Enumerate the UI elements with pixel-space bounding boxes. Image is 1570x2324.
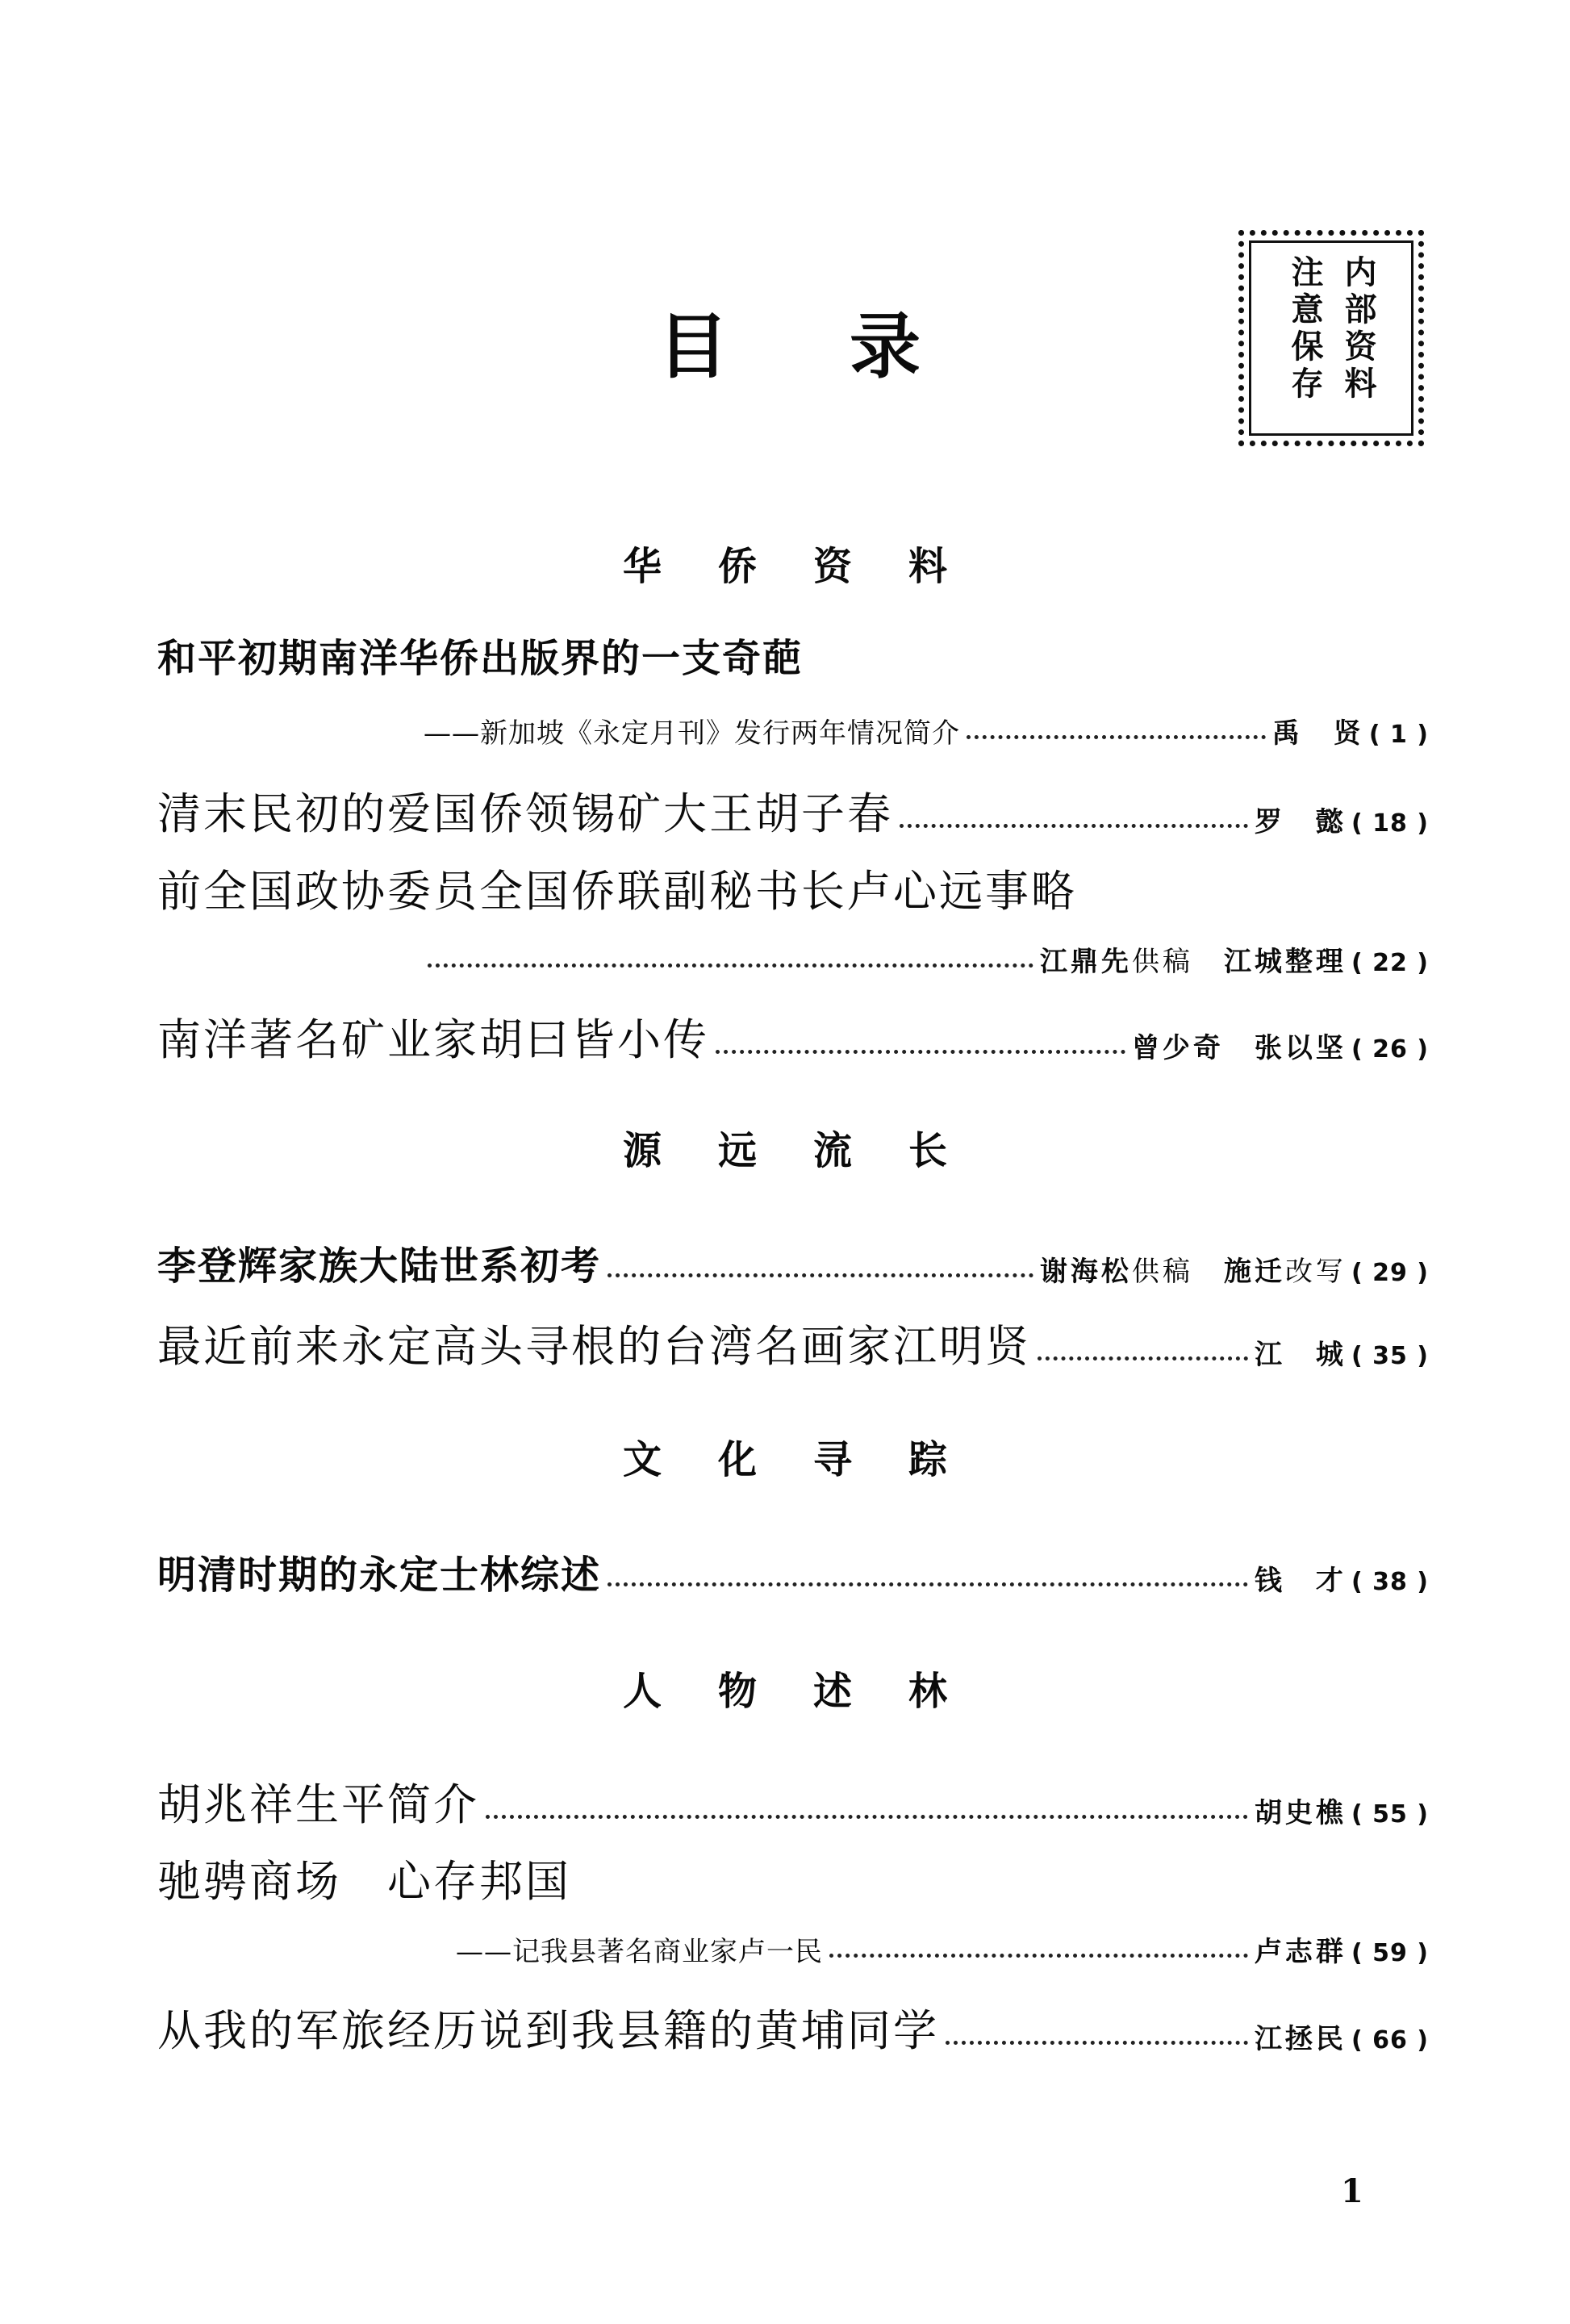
leader-dots xyxy=(428,963,1033,968)
entry-author: 钱 才 xyxy=(1254,1565,1347,1597)
toc-entry[interactable] xyxy=(157,866,1429,917)
entry-title: 李登辉家族大陆世系初考 xyxy=(157,1244,602,1289)
entry-author: 卢志群 xyxy=(1254,1936,1347,1968)
toc-entry[interactable] xyxy=(157,2005,1429,2056)
stamp-text-left: 注意保存 xyxy=(1286,255,1323,403)
entry-author: 胡史樵 xyxy=(1254,1797,1347,1829)
entry-title: 从我的军旅经历说到我县籍的黄埔同学 xyxy=(157,2005,939,2056)
entry-title: 南洋著名矿业家胡曰皆小传 xyxy=(157,1014,709,1065)
entry-title: 驰骋商场 心存邦国 xyxy=(157,1856,571,1907)
entry-author: 江鼎先供稿 江城整理 xyxy=(1039,946,1347,978)
toc-entry[interactable] xyxy=(157,1553,1429,1598)
toc-entry[interactable] xyxy=(424,717,1429,750)
section-heading: 人物述林 xyxy=(622,1669,1004,1714)
entry-page: ( 55 ) xyxy=(1351,1800,1429,1829)
entry-title: 胡兆祥生平简介 xyxy=(157,1779,479,1830)
entry-author: 江 城 xyxy=(1254,1339,1347,1371)
entry-page: ( 1 ) xyxy=(1368,721,1429,749)
entry-page: ( 38 ) xyxy=(1351,1568,1429,1596)
stamp-text-right: 内部资料 xyxy=(1339,255,1376,403)
entry-title: 前全国政协委员全国侨联副秘书长卢心远事略 xyxy=(157,866,1077,917)
entry-page: ( 35 ) xyxy=(1351,1342,1429,1370)
leader-dots xyxy=(608,1273,1033,1277)
leader-dots xyxy=(946,2041,1248,2045)
section-heading: 文化寻踪 xyxy=(622,1437,1004,1482)
section-heading: 华侨资料 xyxy=(622,544,1004,589)
entry-page: ( 26 ) xyxy=(1351,1035,1429,1064)
entry-title: 和平初期南洋华侨出版界的一支奇葩 xyxy=(157,636,804,681)
toc-entry[interactable] xyxy=(157,1856,1429,1907)
page-title: 目录 xyxy=(658,304,1042,388)
leader-dots xyxy=(608,1582,1248,1586)
entry-author: 谢海松供稿 施迁改写 xyxy=(1039,1256,1347,1288)
entry-title: 明清时期的永定士林综述 xyxy=(157,1553,602,1598)
leader-dots xyxy=(716,1050,1125,1054)
toc-entry[interactable] xyxy=(157,1244,1429,1289)
toc-entry[interactable] xyxy=(456,1938,1429,1966)
page-number: 1 xyxy=(1341,2172,1363,2210)
entry-author: 罗 懿 xyxy=(1254,806,1347,838)
entry-page: ( 59 ) xyxy=(1351,1939,1429,1967)
entry-page: ( 18 ) xyxy=(1351,809,1429,838)
entry-author: 曾少奇 张以坚 xyxy=(1131,1032,1347,1064)
leader-dots xyxy=(967,735,1266,739)
toc-entry[interactable] xyxy=(157,1014,1429,1065)
leader-dots xyxy=(829,1954,1248,1958)
toc-entry[interactable] xyxy=(157,1779,1429,1830)
leader-dots xyxy=(900,824,1248,828)
entry-subtitle: ——记我县著名商业家卢一民 xyxy=(456,1936,823,1968)
entry-author: 禹 贤 xyxy=(1271,717,1364,750)
leader-dots xyxy=(1038,1356,1248,1361)
leader-dots xyxy=(486,1815,1248,1819)
internal-material-stamp xyxy=(1238,230,1424,446)
entry-page: ( 22 ) xyxy=(1351,949,1429,977)
toc-entry[interactable] xyxy=(157,636,1429,681)
entry-page: ( 66 ) xyxy=(1351,2026,1429,2054)
entry-author: 江拯民 xyxy=(1254,2023,1347,2055)
entry-title: 清末民初的爱国侨领锡矿大王胡子春 xyxy=(157,788,893,839)
toc-entry[interactable] xyxy=(428,948,1429,976)
entry-page: ( 29 ) xyxy=(1351,1259,1429,1287)
entry-title: 最近前来永定高头寻根的台湾名画家江明贤 xyxy=(157,1321,1031,1372)
entry-subtitle: ——新加坡《永定月刊》发行两年情况简介 xyxy=(424,717,960,750)
toc-entry[interactable] xyxy=(157,1321,1429,1372)
section-heading: 源远流长 xyxy=(622,1128,1004,1173)
toc-entry[interactable] xyxy=(157,788,1429,839)
